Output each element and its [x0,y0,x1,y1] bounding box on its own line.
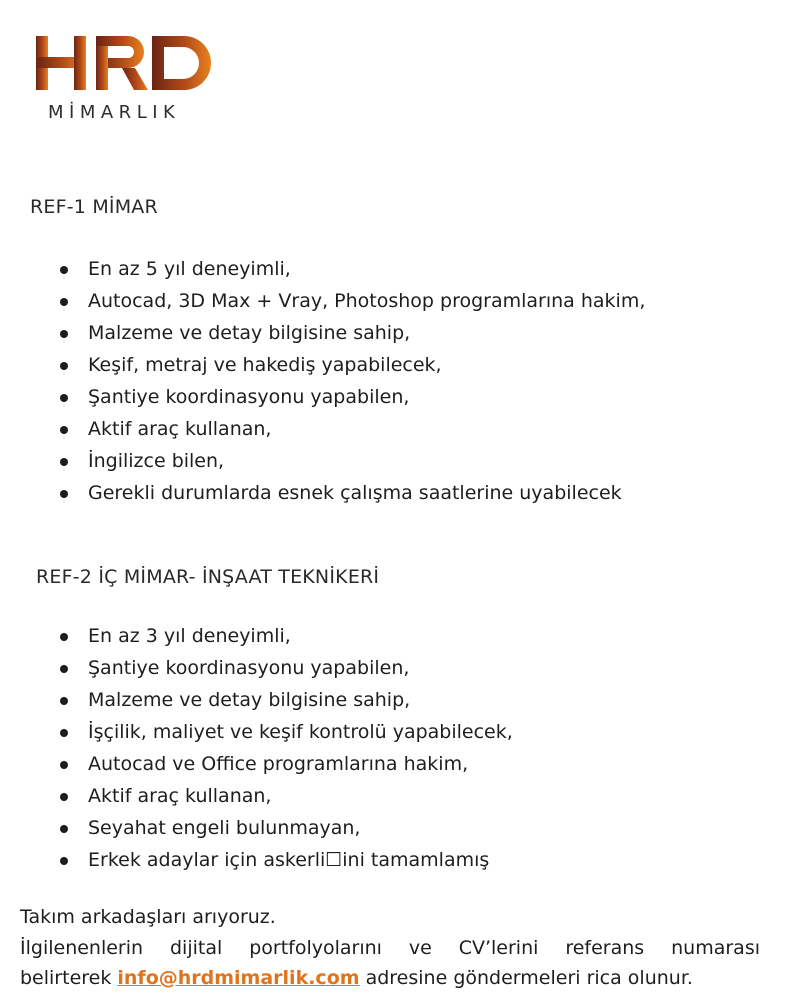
list-item: Erkek adaylar için askerli☐ini tamamlamış [58,844,513,876]
list-item: Seyahat engeli bulunmayan, [58,812,513,844]
footer-contact-pre: belirterek [20,967,118,989]
list-item: Autocad ve Office programlarına hakim, [58,748,513,780]
list-item: İşçilik, maliyet ve keşif kontrolü yapabilecek, [58,716,513,748]
list-item: Gerekli durumlarda esnek çalışma saatlerine uyabilecek [58,477,645,509]
ref2-requirements-list [58,620,513,876]
logo-subtitle: MİMARLIK [48,102,181,123]
footer-intro: Takım arkadaşları arıyoruz. [20,906,276,928]
footer-instructions: İlgilenenlerin dijital portfolyolarını ve CV’lerini referans numarası [20,937,760,959]
list-item: Keşif, metraj ve hakediş yapabilecek, [58,349,645,381]
list-item: En az 5 yıl deneyimli, [58,253,645,285]
email-link[interactable]: info@hrdmimarlik.com [117,967,360,989]
footer-contact-post: adresine göndermeleri rica olunur. [359,967,693,989]
ref1-requirements-list [58,253,645,509]
ref2-heading: REF-2 İÇ MİMAR- İNŞAAT TEKNİKERİ [36,566,380,588]
list-item: Aktif araç kullanan, [58,413,645,445]
list-item: Aktif araç kullanan, [58,780,513,812]
list-item: Autocad, 3D Max + Vray, Photoshop programlarına hakim, [58,285,645,317]
list-item: Malzeme ve detay bilgisine sahip, [58,684,513,716]
ref1-heading: REF-1 MİMAR [30,196,158,218]
company-logo [36,34,216,126]
list-item: Şantiye koordinasyonu yapabilen, [58,381,645,413]
list-item: Şantiye koordinasyonu yapabilen, [58,652,513,684]
list-item: En az 3 yıl deneyimli, [58,620,513,652]
list-item: Malzeme ve detay bilgisine sahip, [58,317,645,349]
hrd-logo-mark [36,34,216,94]
list-item: İngilizce bilen, [58,445,645,477]
footer-contact-line [20,963,760,994]
